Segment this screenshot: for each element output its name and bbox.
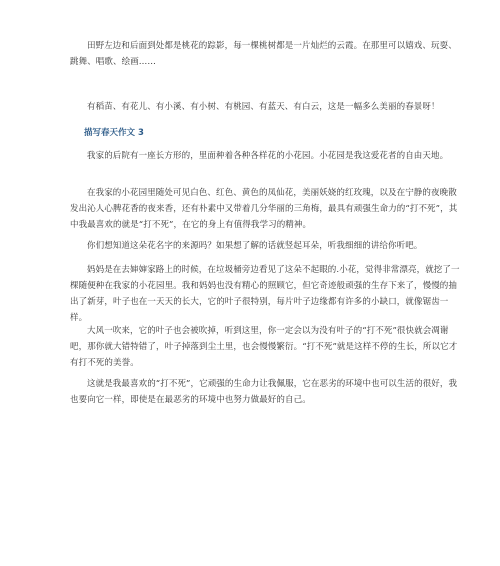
paragraph-garden-flowers: 在我家的小花园里随处可见白色、红色、黄色的凤仙花，美丽妖娆的红玫瑰，以及在宁静的夜晚散发出沁人心脾花香的夜来香，还有朴素中又带着几分华丽的三角梅，最具有顽强生命力的“打不死”，其中我最喜欢的就是“打不死”，在它的身上有值得我学习的精神。 bbox=[70, 188, 458, 230]
paragraph-spring-scene: 有稻苗、有花儿、有小溪、有小树、有桃园、有蓝天、有白云，这是一幅多么美丽的春景呀！ bbox=[87, 102, 440, 112]
paragraph-conclusion: 这就是我最喜欢的“打不死”，它顽强的生命力让我佩服，它在恶劣的环境中也可以生活的很好，我也要向它一样，即使是在最恶劣的环境中也努力做最好的自己。 bbox=[70, 379, 458, 405]
paragraph-backyard-garden: 我家的后院有一座长方形的，里面种着各种各样花的小花园。小花园是我这爱花者的自由天地。 bbox=[87, 151, 449, 161]
paragraph-peach-blossoms: 田野左边和后面到处都是桃花的踪影，每一棵桃树都是一片灿烂的云霞。在那里可以嬉戏、玩耍、跳舞、唱歌、绘画…… bbox=[70, 41, 457, 67]
paragraph-wind-leaves: 大风一吹来，它的叶子也会被吹掉，听到这里，你一定会以为没有叶子的“打不死”很快就会凋谢吧，那你就大错特错了，叶子掉落到尘土里，也会慢慢繁衍。“打不死”就是这样不停的生长，所以它才有打不死的美誉。 bbox=[70, 326, 458, 368]
paragraph-name-origin: 你们想知道这朵花名字的来源吗？如果想了解的话就竖起耳朵，听我细细的讲给你听吧。 bbox=[87, 241, 423, 251]
paragraph-mother-found-flower: 妈妈是在去婶婶家路上的时候，在垃圾桶旁边看见了这朵不起眼的.小花，觉得非常漂亮，就挖了一棵随便种在我家的小花园里。我和妈妈也没有精心的照顾它，但它奇迹般顽强的生存下来了，慢慢的抽出了新芽，叶子也在一天天的长大，它的叶子很特别，每片叶子边缘都有许多的小缺口，就像锯齿一样。 bbox=[70, 265, 460, 323]
section-heading: 描写春天作文 3 bbox=[84, 128, 144, 138]
